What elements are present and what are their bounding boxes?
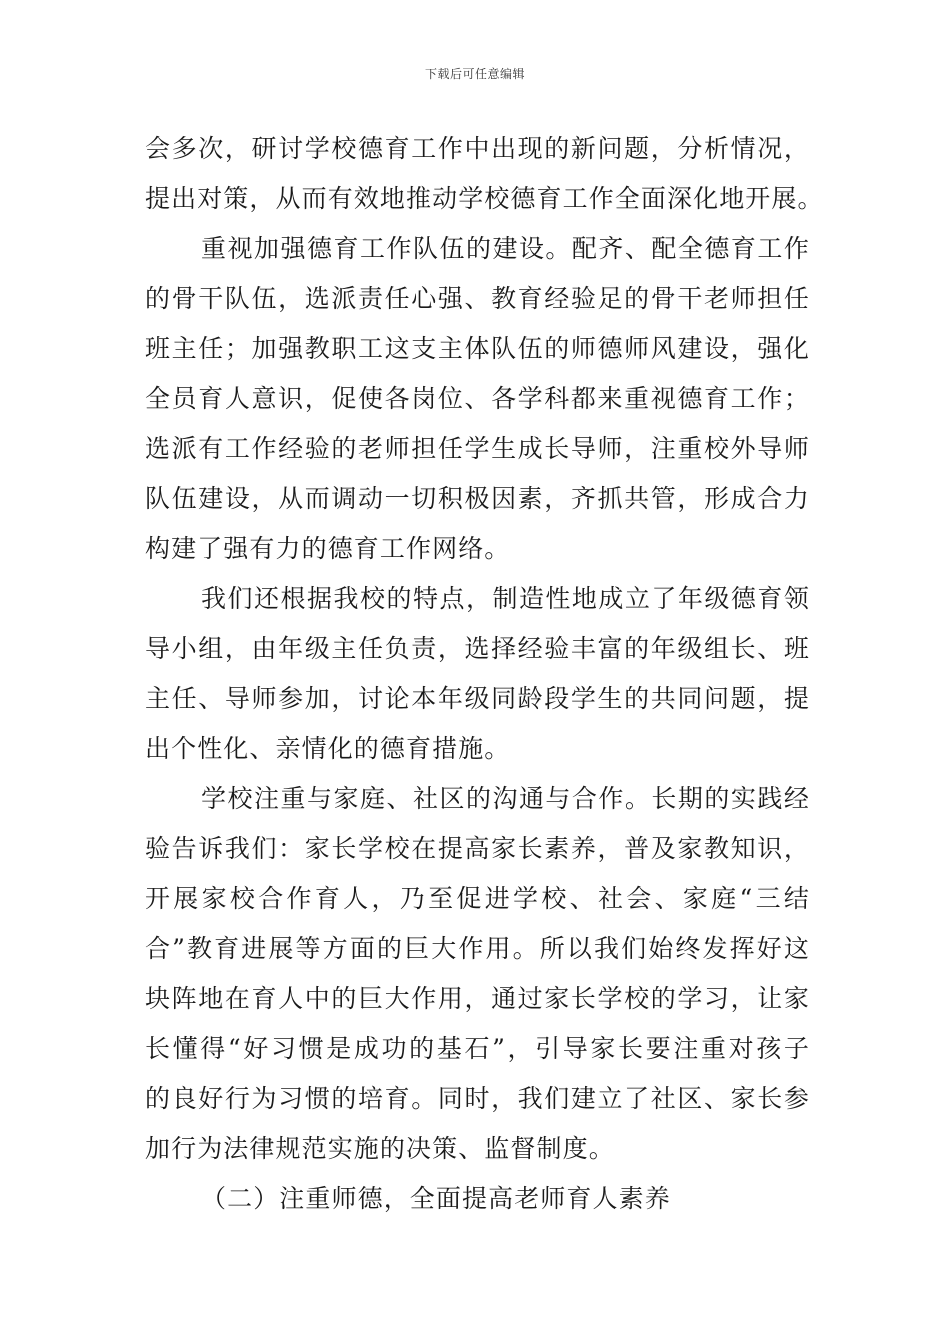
document-body	[145, 124, 824, 1224]
text-line: 全员育人意识，促使各岗位、各学科都来重视德育工作；	[145, 384, 810, 413]
section-heading	[145, 1174, 810, 1224]
text-line: （二）注重师德，全面提高老师育人素养	[201, 1184, 671, 1213]
text-line: 加行为法律规范实施的决策、监督制度。	[145, 1134, 615, 1163]
paragraph-2	[145, 224, 810, 574]
text-line: 会多次，研讨学校德育工作中出现的新问题，分析情况，	[145, 134, 810, 163]
text-line: 提出对策，从而有效地推动学校德育工作全面深化地开展。	[145, 184, 824, 213]
text-line: 出个性化、亲情化的德育措施。	[145, 734, 511, 763]
text-line: 重视加强德育工作队伍的建设。配齐、配全德育工作	[201, 234, 810, 263]
text-line: 我们还根据我校的特点，制造性地成立了年级德育领	[201, 584, 810, 613]
text-line: 选派有工作经验的老师担任学生成长导师，注重校外导师	[145, 434, 810, 463]
paragraph-4	[145, 774, 810, 1174]
text-line: 块阵地在育人中的巨大作用，通过家长学校的学习，让家	[145, 984, 810, 1013]
text-line: 的骨干队伍，选派责任心强、教育经验足的骨干老师担任	[145, 284, 810, 313]
text-line: 的良好行为习惯的培育。同时，我们建立了社区、家长参	[145, 1084, 810, 1113]
page-header: 下载后可任意编辑	[424, 67, 525, 81]
text-line: 导小组，由年级主任负责，选择经验丰富的年级组长、班	[145, 634, 810, 663]
text-line: 验告诉我们：家长学校在提高家长素养，普及家教知识，	[145, 834, 810, 863]
paragraph-1	[145, 124, 824, 224]
paragraph-3	[145, 574, 810, 774]
text-line: 合”教育进展等方面的巨大作用。所以我们始终发挥好这	[145, 934, 810, 963]
text-line: 队伍建设，从而调动一切积极因素，齐抓共管，形成合力	[145, 484, 810, 513]
text-line: 学校注重与家庭、社区的沟通与合作。长期的实践经	[201, 784, 810, 813]
text-line: 班主任；加强教职工这支主体队伍的师德师风建设，强化	[145, 334, 810, 363]
text-line: 主任、导师参加，讨论本年级同龄段学生的共同问题，提	[145, 684, 810, 713]
text-line: 构建了强有力的德育工作网络。	[145, 534, 511, 563]
text-line: 长懂得“好习惯是成功的基石”，引导家长要注重对孩子	[145, 1034, 810, 1063]
text-line: 开展家校合作育人，乃至促进学校、社会、家庭“三结	[145, 884, 810, 913]
